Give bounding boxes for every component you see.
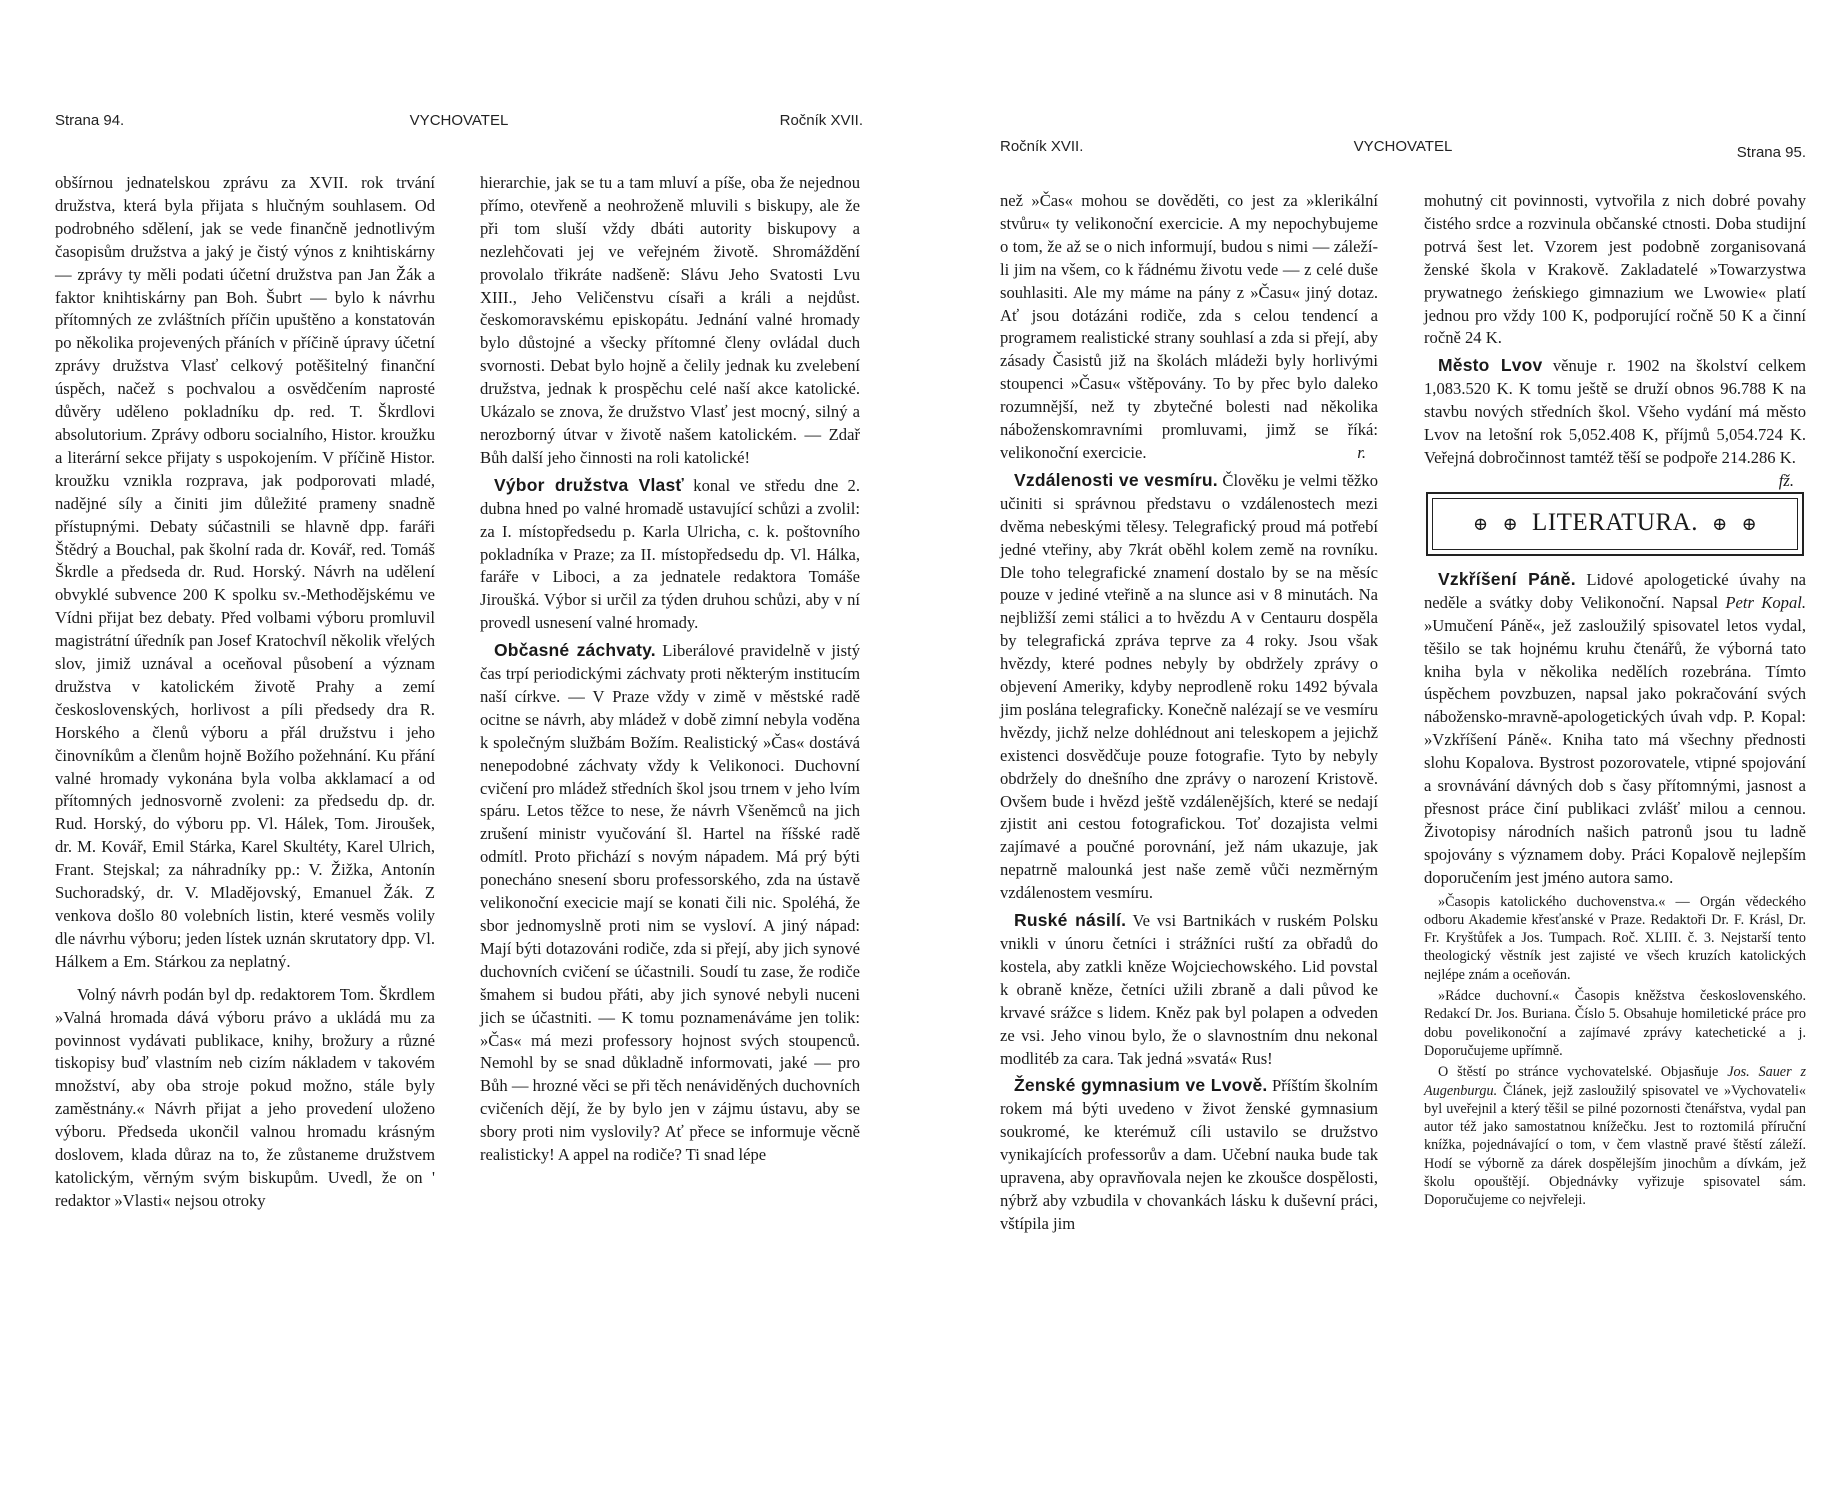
left-running-header	[55, 112, 863, 136]
news-item	[1424, 354, 1806, 490]
book-review	[1424, 568, 1806, 890]
left-column-2	[480, 172, 860, 1167]
left-column-1	[55, 172, 435, 1213]
news-text: věnuje r. 1902 na školství celkem 1,083.520 K. K tomu ještě se druží obnos 96.788 K na stavbu nových středních škol. Všeho vydání má město Lvov na letošní rok 5,052.408 K, příjmů 5,054.724 K. Veřejná dobročinnost tamtéž těší se podpoře 214.286 K.	[1424, 356, 1806, 467]
literatura-heading	[1432, 498, 1798, 550]
cross-ornament-icon: ⊕	[1711, 513, 1728, 534]
review-headline: Vzkříšení Páně.	[1438, 568, 1576, 589]
right-running-header	[1000, 138, 1806, 162]
right-column-1	[1000, 190, 1378, 1236]
notice-text: Článek, jejž zasloužilý spisovatel ve »Vychovateli« byl uveřejnil a který těšil se pilné pozornosti čtenářstva, vydal pan autor též jako samostatnou knížečku. Jest to roztomilá příruční knížka, pojednávající o tom, v čem vlastně pravé štěstí záleží. Hodí se výborně za dárek dospělejším jinochům a dívkám, jež školu opouštějí. Objednávky vyřizuje spisovatel sám. Doporučujeme co nejvřeleji.	[1424, 1082, 1806, 1209]
author-signature: fž.	[1778, 470, 1794, 490]
journal-title: VYCHOVATEL	[1353, 138, 1453, 155]
page-number: Strana 95.	[1736, 144, 1806, 161]
news-item	[480, 474, 860, 635]
review-author: Petr Kopal.	[1725, 592, 1807, 612]
right-column-2	[1424, 190, 1806, 1210]
news-headline: Občasné záchvaty.	[494, 640, 656, 661]
cross-ornament-icon: ⊕	[1472, 513, 1489, 534]
literature-notice	[1424, 1063, 1806, 1209]
news-headline: Vzdálenosti ve vesmíru.	[1014, 469, 1218, 490]
news-text: Liberálové pravidelně v jistý čas trpí periodickými záchvaty proti některým institucím naší církve. — V Praze vždy v zimě v městské radě ocitne se návrh, aby mládež v době zimní nebyla voděna k společným službám Božím. Realistický »Čas« dostává nenepodobné záchvaty vždy k Velikonoci. Duchovní cvičení pro mládež středních škol jsou trnem v jeho lvím spáru. Letos těžce to nese, že návrh Všeněmců na jich zrušení ministr vyučování šl. Hartel na říšské radě odmítl. Proto přichází s novým nápadem. Má prý býti ponecháno snesení sboru professorského, zda na ústavě velikonoční execicie mají se konati čili nic. Spoléhá, že sbor jednomyslně proti nim se vysloví. A jiný nápad: Mají býti dotazováni rodiče, zda si přejí, aby jich synové duchovních cvičení se účastnili. Soudí tu zase, že rodiče šmahem si budou přáti, aby jich synové nebyli nuceni jich se účastniti. — K tomu poznamenáváme jen tolik: »Čas« má mezi professory hojnost svých stoupenců. Nemohl by se snad důkladně informovati, jaké — pro Bůh — hrozné věci se při těch nenáviděných duchovních cvičeních dějí, že by bylo jen v zájmu ústavu, aby se sbory proti nim vyslovily? Ať přece se informuje věcně realisticky! A appel na rodiče? Ti snad lépe	[480, 641, 860, 1165]
news-text: Ve vsi Bartnikách v ruském Polsku vnikli v únoru četníci i strážníci ruští za obřadů do kostela, aby zatkli kněze Wojciechowského. Lid povstal k obraně kněze, četníci užili zbraně a dali původ ke krvavé srážce s lidem. Kněz pak byl polapen a odveden ze vsi. Jeho vinou bylo, že o slavnostním dnu nekonal modlitéb za cara. Tak jedná »svatá« Rus!	[1000, 911, 1378, 1068]
page-number: Strana 94.	[55, 112, 125, 129]
news-headline: Město Lvov	[1438, 355, 1543, 376]
literatura-section-box	[1426, 492, 1804, 556]
literatura-title: LITERATURA.	[1532, 509, 1698, 537]
article-paragraph: obšírnou jednatelskou zprávu za XVII. rok trvání družstva, která byla přijata s hlučným souhlasem. Od podrobného sdělení, jak se vede finančně jednotlivým časopisům družstva a jaký je čistý výnos z knihtiskárny — zprávy ty měli podati účetní družstva pan Jan Žák a faktor knihtiskárny pan Boh. Šubrt — bylo k návrhu přítomných ze zvláštních příčin upuštěno a konstatován po několika projevených přáních v příčině úpravy účetní zprávy družstva Vlasť celkový potěšitelný finanční úspěch, načež s pochvalou a osvědčením naprosté důvěry uděleno pokladníku dp. red. T. Škrdlovi absolutorium. Zprávy odboru socialního, Histor. kroužku a literární sekce přijaty s uspokojením. V příčině Histor. kroužku vznikla rozprava, jak podporovati mladé, nadějné síly a činiti jim důležité prameny snadně přístupnými. Debaty súčastnili se hlavně dpp. faráři Štědrý a Bouchal, pak školní rada dr. Kovář, red. Tomáš Škrdle a předseda dr. Rud. Horský. Návrh na udělení obvyklé subvence 200 K spolku sv.-Methodějskému ve Vídni přijat bez debaty. Před volbami výboru promluvil magistrátní úředník pan Josef Kratochvíl několik vřelých slov, jimiž uznával a oceňoval působení a význam družstva v katolickém životě Prahy a zemí československých, horlivost a píli předsedy dra R. Horského a členů výboru a přál družstvu i jeho činovníkům a členům hojně Božího požehnání. Ku přání valné hromady vykonána byla volba akklamací a od přítomných jednosvorně zvoleni: za předsedu dp. dr. Rud. Horský, do výboru pp. Vl. Hálek, Tom. Jiroušek, dr. M. Kovář, Emil Stárka, Karel Skultéty, Karel Ulrich, Frant. Stejskal; za náhradníky pp.: V. Žižka, Antonín Suchoradský, dr. V. Mladějovský, Emanuel Žák. Z venkova došlo 80 volebních listin, které vesměs volily dle návrhu výboru; jeden lístek uznán skrutatory dpp. Vl. Hálkem a Em. Stárkou za neplatný.	[55, 173, 435, 971]
news-item	[480, 639, 860, 1167]
news-item	[1000, 469, 1378, 905]
article-text: než »Čas« mohou se dověděti, co jest za »klerikální stvůru« ty velikonoční exercicie. A my nepochybujeme o tom, že až se o nich informují, budou s nimi — záleží-li jim na všem, co k řádnému životu vede — z celé duše souhlasiti. Ale my máme na pány z »Času« jiný dotaz. Ať jsou dotázáni rodiče, zda s celou tendencí a programem realistické strany souhlasí a zda si přejí, aby zásady Časistů již na školách mládeži byly horlivými stoupenci »Času« vštěpovány. To by přec bylo daleko rozumnější, než ty zbytečné bolesti nad několika náboženskomravními promluvami, jimž se říká: velikonoční exercicie.	[1000, 191, 1378, 462]
news-headline: Ženské gymnasium ve Lvově.	[1014, 1075, 1268, 1096]
news-text: konal ve středu dne 2. dubna hned po valné hromadě ustavující schůzi a zvolil: za I. místopředsedu p. Karla Ulricha, c. k. poštovního pokladníka v Praze; za II. místopředsedu dp. Vl. Hálka, faráře v Liboci, a za jednatele redaktora Tomáše Jiroušká. Výbor si určil za týden druhou schůzi, aby v ní provedl usnesení valné hromady.	[480, 475, 860, 633]
volume-label: Ročník XVII.	[779, 112, 863, 129]
notice-author: Jos. Sauer z Augenburgu.	[1424, 1064, 1806, 1099]
literature-notice: »Rádce duchovní.« Časopis kněžstva československého. Redakcí Dr. Jos. Buriana. Číslo 5. Obsahuje homiletické práce pro dobu povelikonoční a zajímavé zprávy katechetické a j. Doporučujeme upřímně.	[1424, 988, 1806, 1059]
right-page	[918, 0, 1836, 1500]
news-headline: Ruské násilí.	[1014, 910, 1127, 931]
news-headline: Výbor družstva Vlasť	[494, 474, 684, 495]
article-paragraph: hierarchie, jak se tu a tam mluví a píše, oba že nejednou přímo, otevřeně a neohroženě mluvili s biskupy, ale že při tom sluší vždy dbáti autority biskupovy a nezlehčovati jej ve veřejném životě. Shromáždění provolalo třikráte nadšeně: Slávu Jeho Svatosti Lvu XIII., Jeho Veličenstvu císaři a králi a nejdůst. českomoravskému episkopátu. Jednání valné hromady bylo důstojné a všecky přítomné členy ovládal duch svornosti. Debat bylo hojně a čelily jednak ku zvelebení družstva, jednak k prospěchu celé naší akce katolické. Ukázalo se znova, že družstvo Vlasť jest mocný, silný a nerozborný útvar v životě našem katolickém. — Zdař Bůh další jeho činnosti na roli katolické!	[480, 173, 860, 467]
author-signature: r.	[1357, 442, 1366, 462]
news-text: Člověku je velmi těžko učiniti si správnou představu o vzdálenostech mezi dvěma nebeskými tělesy. Telegrafický proud má potřebí jedné vteřiny, aby 7krát oběhl kolem země na rovníku. Dle toho telegrafické znamení dostalo by se na měsíc pouze v jediné vteřině a na slunce asi v 8 minutách. Na nejbližší zemi stálici a to hvězdu A v Centauru dospěla by telegrafická zpráva teprve za 4 roky. Jsou však hvězdy, které podnes nebyly by obdržely zprávy o objevení Ameriky, kdyby neprodleně roku 1492 bývala jim poslána telegraficky. Konečně nalézají se ve vesmíru hvězdy, jichž nelze dohlédnout ani teleskopem a jejichž existenci dosvědčuje pouze fotografie. Tyto by nebyly obdržely do dnešního dne zprávy o narození Kristově. Ovšem bude i hvězd ještě vzdálenějších, které se nedají zjistit ani cestou fotografickou. Toť dozajista velmi zajímavé a poučné porovnání, jež nám ukazuje, jak nepatrně malounká jest naše země vůči nezměrným vzdálenostem vesmíru.	[1000, 470, 1379, 903]
journal-title: VYCHOVATEL	[409, 112, 509, 129]
article-paragraph: mohutný cit povinnosti, vytvořila z nich dobré povahy čistého srdce a rozvinula občanské ctnosti. Doba studijní potrvá šest let. Vzorem jest podobně zorganisovaná ženské škola v Krakově. Zakladatelé »Towarzystwa prywatnego żeńskiego gimnazium we Lwowie« platí jednou pro vždy 100 K, podporující ročně 50 K a činní ročně 24 K.	[1424, 191, 1806, 348]
cross-ornament-icon: ⊕	[1502, 513, 1519, 534]
volume-label: Ročník XVII.	[1000, 138, 1084, 155]
review-text: Lidové apologetické úvahy na neděle a svátky doby Velikonoční. Napsal	[1424, 569, 1806, 612]
review-text: »Umučení Páně«, jež zasloužilý spisovatel letos vydal, těšilo se tak hojnému kruhu čtenářů, že výborná tato kniha byla v několika nedělích rozebrána. Tímto úspěchem povzbuzen, napsal jako pokračování svých nábožensko-mravně-apologetických úvah vdp. P. Kopal: »Vzkříšení Páně«. Kniha tato má všechny přednosti slohu Kopalova. Bystrost pozorovatele, vtipné spojování a srovnávání dávných dob s časy přítomnými, jasnost a přesnost práce činí publikaci zvlášť milou a cennou. Životopisy národních našich patronů jsou tu ladně spojovány s významem doby. Práci Kopalově nejlepším doporučením jest jméno autora samo.	[1424, 615, 1806, 887]
notice-text: O štěstí po stránce vychovatelské. Objasňuje	[1438, 1064, 1728, 1081]
news-text: Příštím školním rokem má býti uvedeno v život ženské gymnasium soukromé, ke kterémuž cíli ustavilo se družstvo vynikajících professorův a dam. Učební nauka bude tak upravena, aby opravňovala nejen ke zkoušce dospělosti, nýbrž aby vzbudila v chovankách lásku k duševní práci, vštípila jim	[1000, 1076, 1378, 1233]
news-item	[1000, 909, 1378, 1070]
cross-ornament-icon: ⊕	[1741, 513, 1758, 534]
article-paragraph: Volný návrh podán byl dp. redaktorem Tom. Škrdlem »Valná hromada dává výboru právo a ukládá mu za povinnost vydávati publikace, knihy, brožury a různé tiskopisy buď vlastním neb cizím nákladem v takovém množství, aby oba stroje pokud možno, stále byly zaměstnány.« Návrh přijat a jeho provedení uloženo výboru. Předseda ukončil valnou hromadu krásným doslovem, klada důraz na to, že zůstaneme družstvem katolickým, věrným svým biskupům. Uvedl, že on ' redaktor »Vlasti« nejsou otroky	[55, 984, 435, 1210]
article-paragraph	[1000, 190, 1378, 465]
literature-notice: »Časopis katolického duchovenstva.« — Orgán vědeckého odboru Akademie křesťanské v Praze. Redaktoři Dr. F. Krásl, Dr. Fr. Kryštůfek a Jos. Tumpach. Roč. XLIII. č. 3. Nejstarší tento theologický věstník jest zajisté ve všech kruzích katolických nejlépe znám a oceňován.	[1424, 893, 1806, 983]
literature-notices	[1424, 893, 1806, 1210]
news-item	[1000, 1074, 1378, 1235]
